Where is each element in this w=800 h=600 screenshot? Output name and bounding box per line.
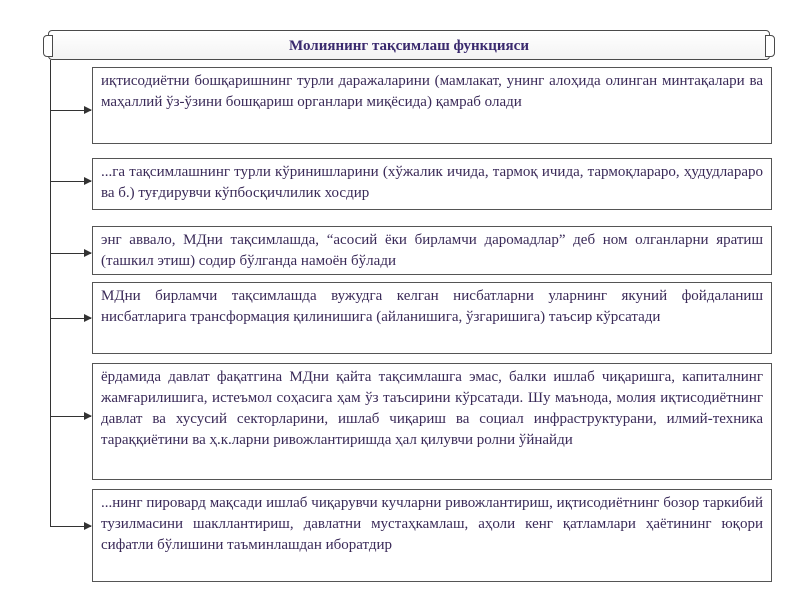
item-box-5 [92,363,772,480]
arrow-6 [51,526,91,527]
arrow-5 [51,416,91,417]
item-text-4: МДни бирламчи тақсимлашда вужудга келган нисбатларни уларнинг якуний фойдаланиш нисбатларига трансформация қилинишига (айланишига, ўзгаришига) таъсир кўрсатади [101,288,763,325]
diagram-title: Молиянинг тақсимлаш функцияси [289,38,529,54]
item-text-3: энг аввало, МДни тақсимлашда, “асосий ёки бирламчи даромадлар” деб ном олганларни яратиш (ташкил этиш) содир бўлганда намоён бўлади [101,232,763,269]
item-text-1: иқтисодиётни бошқаришнинг турли даражаларини (мамлакат, унинг алоҳида олинган минтақалари ва маҳаллий ўз-ўзини бошқариш органлари миқёсида) қамраб олади [101,73,763,110]
item-text-5: ёрдамида давлат фақатгина МДни қайта тақсимлашга эмас, балки ишлаб чиқаришга, капиталнинг жамғарилишига, истеъмол соҳасига ҳам ўз таъсирини кўрсатади. Шу маънода, молия иқтисодиётнинг давлат ва хусусий секторларини, ишлаб чиқариш ва социал инфраструктурани, илмий-техника тараққиётини ва ҳ.к.ларни ривожлантиришда ҳал қилувчи ролни ўйнайди [101,369,763,448]
arrow-3 [51,253,91,254]
item-text-2: ...га тақсимлашнинг турли кўринишларини (хўжалик ичида, тармоқ ичида, тармоқлараро, ҳудудлараро ва б.) туғдирувчи кўпбосқичлилик хосдир [101,164,763,201]
item-box-2 [92,158,772,210]
item-box-1 [92,67,772,144]
item-box-3 [92,226,772,275]
arrow-1 [51,110,91,111]
title-box [48,30,770,60]
item-text-6: ...нинг пировард мақсади ишлаб чиқарувчи кучларни ривожлантириш, иқтисодиётнинг бозор таркибий тузилмасини шакллантириш, давлатни мустаҳкамлаш, аҳоли кенг қатламлари ҳаётининг юқори сифатли бўлишини таъминлашдан иборатдир [101,495,763,553]
item-box-4 [92,282,772,354]
item-box-6 [92,489,772,582]
arrow-4 [51,318,91,319]
arrow-2 [51,181,91,182]
connector-spine [50,60,51,527]
